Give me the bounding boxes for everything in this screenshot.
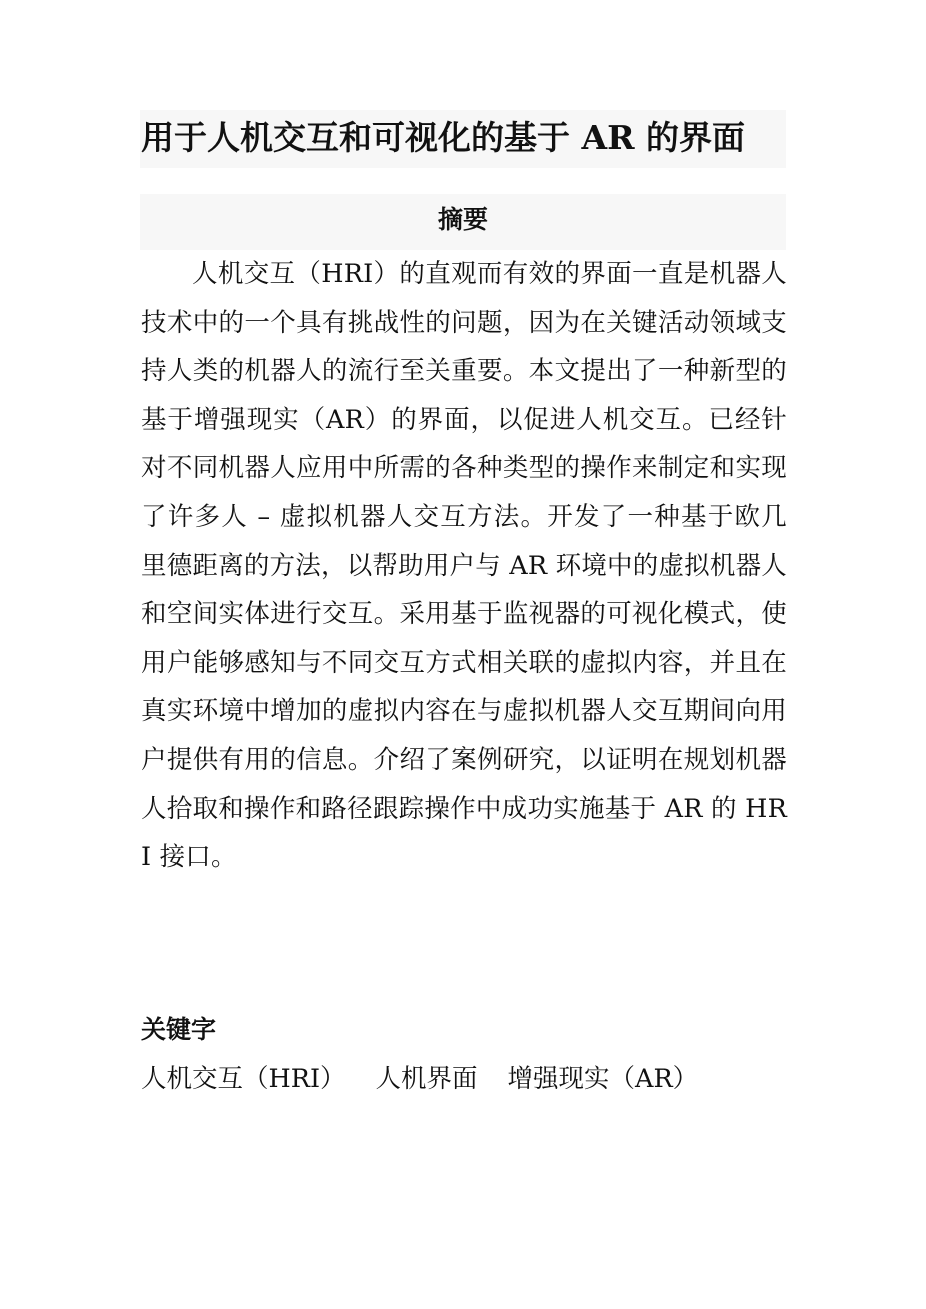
keyword-item: 人机界面 <box>375 1064 478 1094</box>
keywords-heading: 关键字 <box>141 1015 217 1044</box>
keywords-list <box>141 1055 728 1103</box>
abstract-paragraph: 人机交互（HRI）的直观而有效的界面一直是机器人技术中的一个具有挑战性的问题，因为在关键活动领域支持人类的机器人的流行至关重要。本文提出了一种新型的基于增强现实（AR）的界面，以促进人机交互。已经针对不同机器人应用中所需的各种类型的操作来制定和实现了许多人 – 虚拟机器人交互方法。开发了一种基于欧几里德距离的方法，以帮助用户与 AR 环境中的虚拟机器人和空间实体进行交互。采用基于监视器的可视化模式，使用户能够感知与不同交互方式相关联的虚拟内容，并且在真实环境中增加的虚拟内容在与虚拟机器人交互期间向用户提供有用的信息。介绍了案例研究，以证明在规划机器人拾取和操作和路径跟踪操作中成功实施基于 AR 的 HRI 接口。 <box>141 259 787 873</box>
keyword-item: 增强现实（AR） <box>507 1064 699 1094</box>
paper-title: 用于人机交互和可视化的基于 AR 的界面 <box>141 118 746 157</box>
keyword-item: 人机交互（HRI） <box>141 1064 346 1094</box>
abstract-heading: 摘要 <box>437 205 488 234</box>
